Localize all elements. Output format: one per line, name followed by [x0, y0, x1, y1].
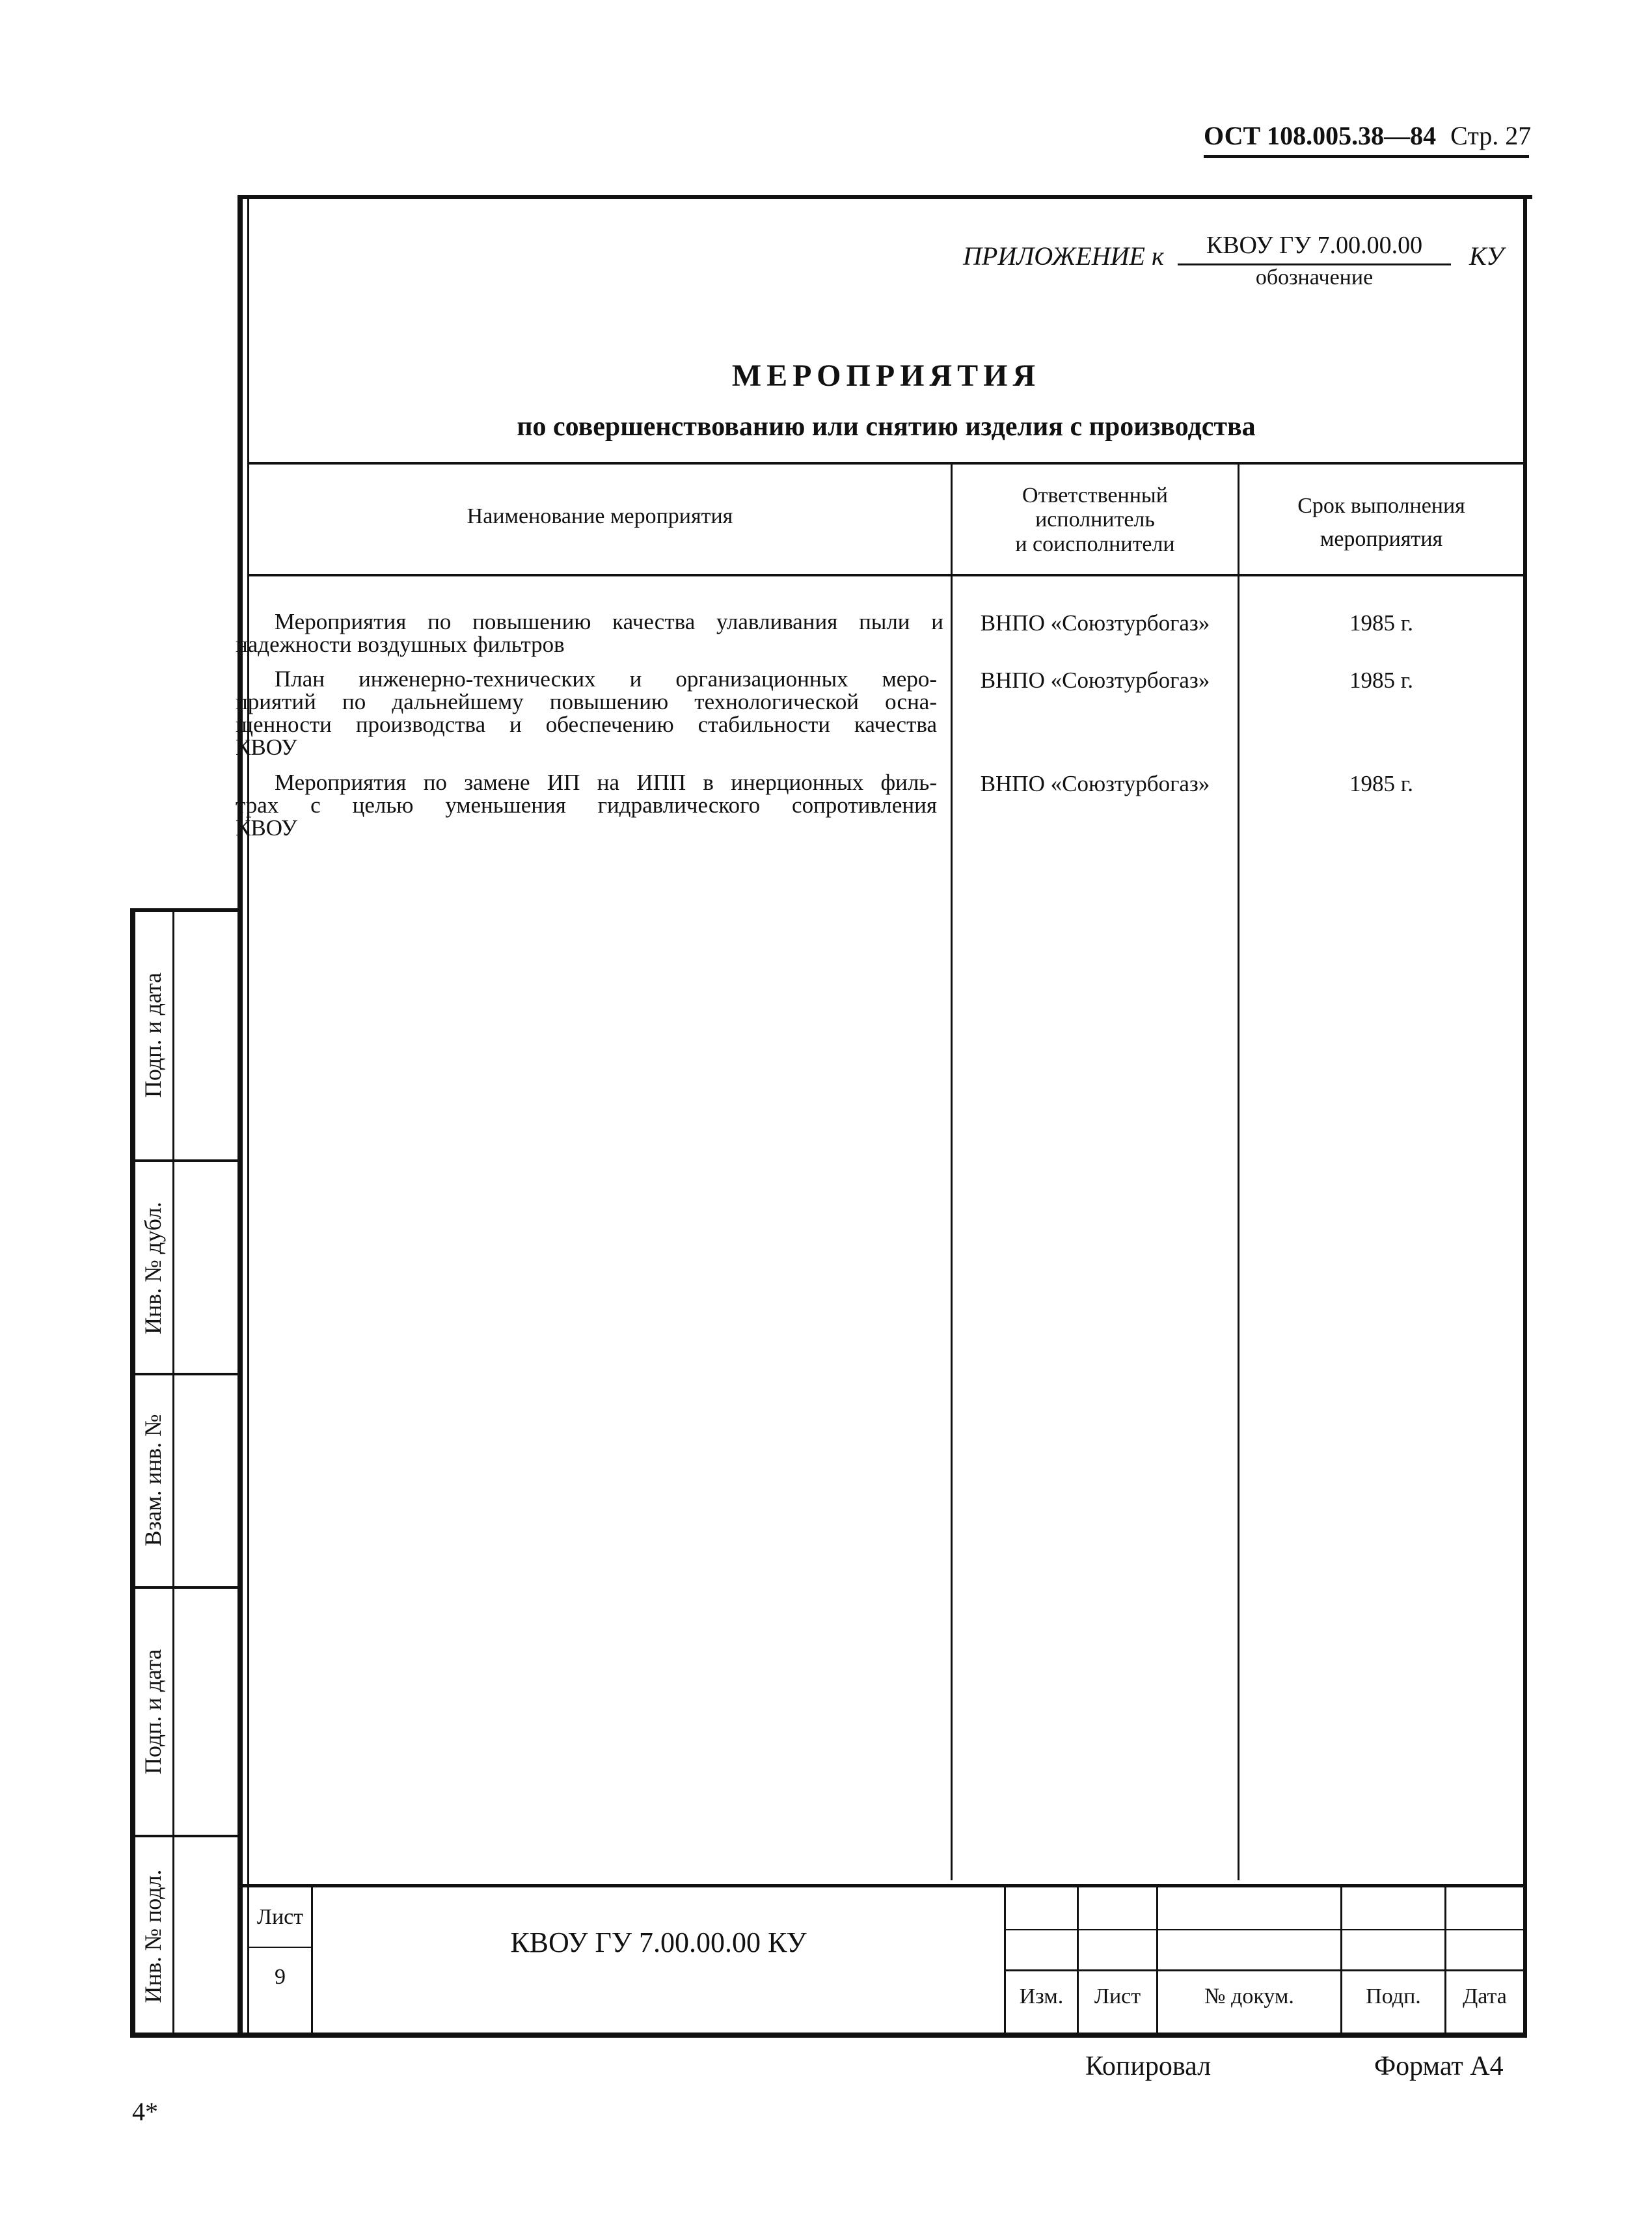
title-block-top	[243, 1884, 1527, 1887]
frame-left	[237, 195, 243, 2036]
side-label-sign-date-1: Подп. и дата	[140, 972, 166, 1098]
tb-sheet-rule	[249, 1947, 311, 1948]
side-stamp-outer-edge	[130, 908, 135, 2036]
side-label-dup-inv: Инв. № дубл.	[140, 1202, 166, 1334]
tb-col-sheet: Лист	[1094, 1984, 1141, 2008]
appendix-suffix: КУ	[1469, 241, 1504, 271]
table-row-1-deadline: 1985 г.	[1349, 610, 1413, 636]
tb-rule-1	[1006, 1929, 1523, 1930]
footer-copied: Копировал	[1085, 2051, 1212, 2081]
frame-top	[237, 195, 1532, 199]
tb-sheet-label: Лист	[256, 1905, 304, 1929]
header-rule	[1204, 155, 1529, 158]
standard-number: ОСТ 108.005.38—84	[1204, 121, 1437, 150]
tb-sheet-divider	[311, 1885, 313, 2035]
header-deadline: Срок выполнения мероприятия	[1297, 494, 1465, 551]
side-label-original-inv: Инв. № подл.	[140, 1869, 166, 2003]
tb-col-1	[1004, 1885, 1006, 2035]
appendix-subcaption: обозначение	[1255, 265, 1374, 290]
table-row-2-name: План инженерно-технических и организационных меро- приятий по дальнейшему повышению технологической осна- щенности производства и обеспечению стабильности качества КВОУ	[236, 666, 937, 760]
tb-rule-2	[1006, 1969, 1523, 1971]
frame-left-inner	[247, 195, 249, 2036]
tb-sheet-number: 9	[275, 1965, 286, 1989]
table-row-1-name: Мероприятия по повышению качества улавливания пыли и надежности воздушных фильтров	[236, 609, 943, 657]
side-label-replace-inv: Взам. инв. №	[140, 1414, 166, 1547]
header-name: Наименование мероприятия	[467, 504, 733, 528]
table-header-rule	[249, 574, 1523, 576]
table-row-3-deadline: 1985 г.	[1349, 771, 1413, 796]
header-responsible: Ответственный исполнитель и соисполнители	[1015, 483, 1175, 556]
footer-mark: 4*	[132, 2097, 158, 2126]
tb-col-3	[1156, 1885, 1158, 2035]
tb-col-2	[1077, 1885, 1079, 2035]
document-subtitle: по совершенствованию или снятию изделия с производства	[517, 412, 1256, 442]
appendix-label: ПРИЛОЖЕНИЕ к	[963, 241, 1164, 271]
tb-col-4	[1340, 1885, 1342, 2035]
tb-col-5	[1444, 1885, 1446, 2035]
table-row-3-responsible: ВНПО «Союзтурбогаз»	[980, 771, 1210, 796]
side-stamp-divider	[172, 911, 174, 2035]
table-row-2-responsible: ВНПО «Союзтурбогаз»	[980, 668, 1210, 693]
frame-bottom	[130, 2033, 1527, 2038]
table-row-1-responsible: ВНПО «Союзтурбогаз»	[980, 610, 1210, 636]
page-number: Стр. 27	[1450, 121, 1532, 150]
tb-designation: КВОУ ГУ 7.00.00.00 КУ	[510, 1926, 807, 1958]
side-label-sign-date-2: Подп. и дата	[140, 1649, 166, 1775]
appendix-code: КВОУ ГУ 7.00.00.00	[1206, 232, 1423, 259]
tb-col-date: Дата	[1463, 1984, 1507, 2008]
tb-col-change: Изм.	[1019, 1984, 1064, 2008]
table-top-rule	[249, 462, 1523, 465]
page-header	[1204, 120, 1532, 151]
table-row-2-deadline: 1985 г.	[1349, 668, 1413, 693]
tb-col-doc-number: № докум.	[1204, 1984, 1294, 2008]
frame-right	[1523, 195, 1527, 2036]
tb-col-signature: Подп.	[1366, 1984, 1421, 2008]
document-title: МЕРОПРИЯТИЯ	[731, 358, 1041, 393]
table-row-3-name: Мероприятия по замене ИП на ИПП в инерционных филь- трах с целью уменьшения гидравлического сопротивления КВОУ	[236, 770, 937, 841]
footer-format: Формат А4	[1374, 2051, 1504, 2081]
